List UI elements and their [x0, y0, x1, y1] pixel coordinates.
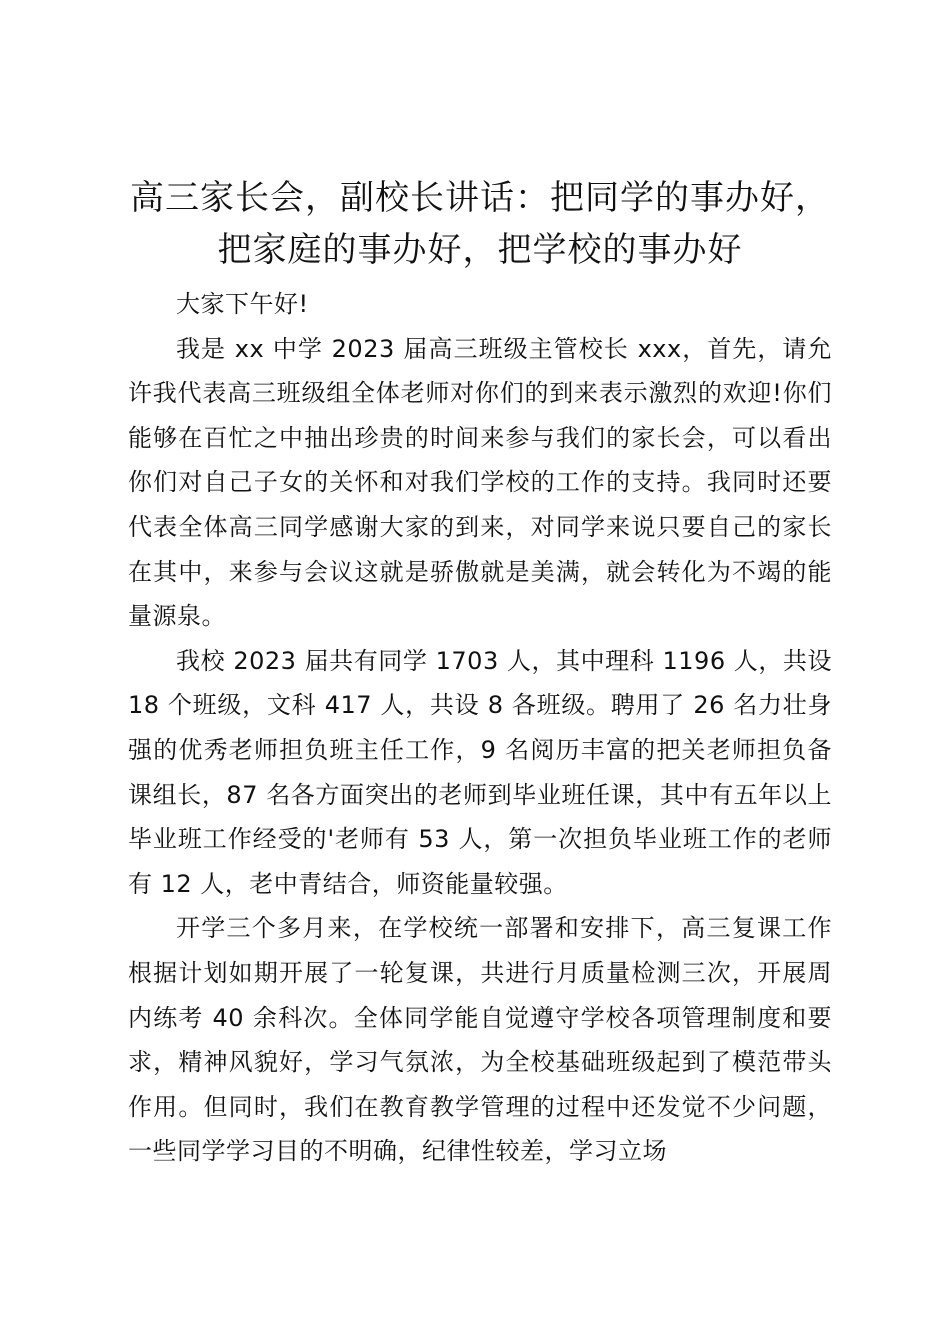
document-title: [120, 172, 840, 276]
greeting-paragraph: 大家下午好!: [176, 290, 309, 318]
title-line-1: 高三家长会，副校长讲话：把同学的事办好，: [130, 178, 830, 218]
title-line-2: 把家庭的事办好，把学校的事办好: [217, 230, 743, 270]
statistics-paragraph: 我校 2023 届共有同学 1703 人，其中理科 1196 人，共设 18 个班级，文科 417 人，共设 8 各班级。聘用了 26 名力壮身强的优秀老师担负班主任工作，9 名阅历丰富的把关老师担负备课组长，87 名各方面突出的老师到毕业班任课，其中有五年以上毕业班工作经受的'老师有 53 人，第一次担负毕业班工作的老师有 12 人，老中青结合，师资能量较强。: [128, 646, 832, 898]
document-page: [128, 172, 832, 1174]
progress-paragraph: 开学三个多月来，在学校统一部署和安排下，高三复课工作根据计划如期开展了一轮复课，共进行月质量检测三次，开展周内练考 40 余科次。全体同学能自觉遵守学校各项管理制度和要求，精神风貌好，学习气氛浓，为全校基础班级起到了模范带头作用。但同时，我们在教育教学管理的过程中还发觉不少问题，一些同学学习目的不明确，纪律性较差，学习立场: [128, 914, 832, 1166]
introduction-paragraph: 我是 xx 中学 2023 届高三班级主管校长 xxx，首先，请允许我代表高三班级组全体老师对你们的到来表示激烈的欢迎!你们能够在百忙之中抽出珍贵的时间来参与我们的家长会，可以看出你们对自己子女的关怀和对我们学校的工作的支持。我同时还要代表全体高三同学感谢大家的到来，对同学来说只要自己的家长在其中，来参与会议这就是骄傲就是美满，就会转化为不竭的能量源泉。: [128, 334, 832, 631]
